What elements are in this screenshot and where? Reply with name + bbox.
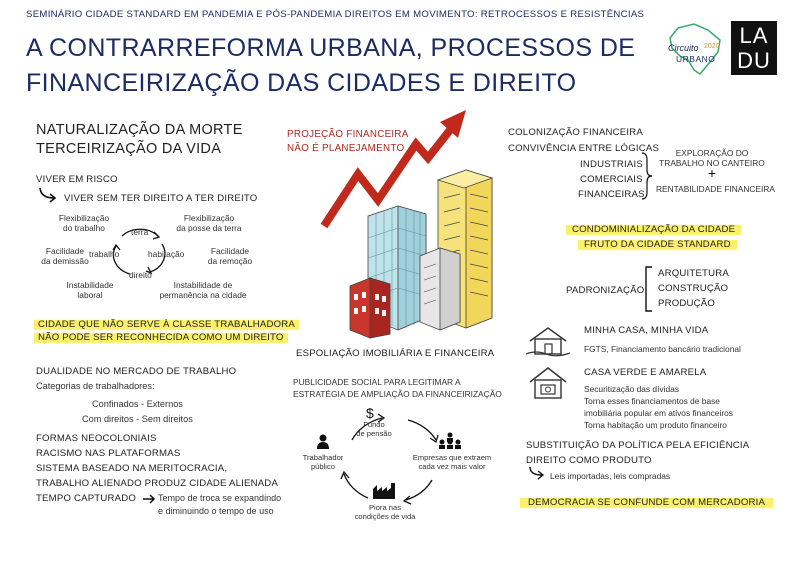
square-bracket-icon xyxy=(644,266,654,312)
producao: PRODUÇÃO xyxy=(658,298,716,309)
cycle-trabalho: trabalho xyxy=(89,249,120,259)
condominializacao-1: CONDOMINIALIZAÇÃO DA CIDADE xyxy=(566,223,741,236)
company-people-icon xyxy=(438,432,462,450)
publicidade-1: PUBLICIDADE SOCIAL PARA LEGITIMAR A xyxy=(293,377,461,387)
fac-remocao-line-1: Facilidade xyxy=(210,246,250,256)
viver-sem-direito: VIVER SEM TER DIREITO A TER DIREITO xyxy=(64,193,258,204)
cycle-direito: direito xyxy=(129,270,152,280)
highlight-cidade-1: CIDADE QUE NÃO SERVE À CLASSE TRABALHADORA xyxy=(34,318,299,331)
trabalhador-publico xyxy=(296,453,350,471)
construcao: CONSTRUÇÃO xyxy=(658,283,729,294)
cva-line-3: imobiliária popular em ativos financeiros xyxy=(584,408,733,418)
flex-trabalho xyxy=(44,213,124,233)
main-title-line-2: FINANCEIRIZAÇÃO DAS CIDADES E DIREITO xyxy=(26,69,577,97)
substituicao: SUBSTITUIÇÃO DA POLÍTICA PELA EFICIÊNCIA xyxy=(526,440,750,451)
padronizacao: PADRONIZAÇÃO xyxy=(566,285,645,296)
tempo-troca-2: e diminuindo o tempo de uso xyxy=(158,506,274,516)
publicidade-2: ESTRATÉGIA DE AMPLIAÇÃO DA FINANCEIRIZAÇÃO xyxy=(293,389,502,399)
tempo-capturado: TEMPO CAPTURADO xyxy=(36,493,137,504)
categorias: Categorias de trabalhadores: xyxy=(36,381,155,391)
worker-icon xyxy=(316,434,330,450)
leis: Leis importadas, leis compradas xyxy=(550,471,671,481)
highlight-cidade-2: NÃO PODE SER RECONHECIDA COMO UM DIREITO xyxy=(34,331,288,344)
seminar-title: SEMINÁRIO CIDADE STANDARD EM PANDEMIA E PÓS-PANDEMIA DIREITOS EM MOVIMENTO: RETROCESSOS E RESISTÊNCIAS xyxy=(26,9,645,20)
arrow-right-icon-3 xyxy=(528,466,548,480)
left-heading-1: NATURALIZAÇÃO DA MORTE xyxy=(36,122,243,138)
empresas-line-1: Empresas que extraem xyxy=(412,453,492,462)
cva-line-4: Torna habitação um produto financeiro xyxy=(584,420,727,430)
espoliacao: ESPOLIAÇÃO IMOBILIÁRIA E FINANCEIRA xyxy=(296,348,495,359)
flex-posse xyxy=(164,213,254,233)
condominializacao-2: FRUTO DA CIDADE STANDARD xyxy=(578,238,737,251)
piora-line-1: Piora nas xyxy=(368,503,402,512)
logo-year-text: 2020 xyxy=(704,43,720,50)
arquitetura: ARQUITETURA xyxy=(658,268,729,279)
empresas xyxy=(412,453,492,471)
projecao-line-1: PROJEÇÃO FINANCEIRA xyxy=(287,129,409,140)
cva-line-1: Securitização das dívidas xyxy=(584,384,679,394)
circuito-urbano-logo xyxy=(664,22,726,78)
comerciais: COMERCIAIS xyxy=(580,174,643,185)
direito-produto: DIREITO COMO PRODUTO xyxy=(526,455,652,466)
viver-em-risco: VIVER EM RISCO xyxy=(36,174,118,185)
fac-demissao-line-2: da demissão xyxy=(41,256,89,266)
financeiras: FINANCEIRAS xyxy=(578,189,645,200)
exploracao-line-1: EXPLORAÇÃO DO xyxy=(675,148,749,158)
industriais: INDUSTRIAIS xyxy=(580,159,643,170)
exploracao-line-2: TRABALHO NO CANTEIRO xyxy=(659,158,765,168)
ladu-logo-top: LA xyxy=(739,23,769,48)
buildings-illustration xyxy=(320,108,500,338)
colonizacao: COLONIZAÇÃO FINANCEIRA xyxy=(508,127,643,138)
fgts: FGTS, Financiamento bancário tradicional xyxy=(584,344,741,354)
logo-circuito-text: Circuito xyxy=(668,43,699,53)
ladu-logo-bottom: DU xyxy=(737,48,771,73)
fundo-line-1: Fundo xyxy=(363,420,385,429)
inst-permanencia xyxy=(150,280,256,300)
democracia: DEMOCRACIA SE CONFUNDE COM MERCADORIA xyxy=(520,496,773,509)
house-money-icon xyxy=(528,366,568,400)
inst-perm-line-1: Instabilidade de xyxy=(173,280,233,290)
inst-perm-line-2: permanência na cidade xyxy=(159,290,247,300)
arrow-right-icon xyxy=(38,187,60,203)
fundo-pensao xyxy=(352,420,396,438)
flex-posse-line-1: Flexibilização xyxy=(183,213,235,223)
flex-trabalho-line-1: Flexibilização xyxy=(58,213,110,223)
com-direitos: Com direitos - Sem direitos xyxy=(82,414,193,424)
inst-laboral-line-2: laboral xyxy=(77,290,103,300)
dollar-icon: $ xyxy=(366,405,374,421)
factory-icon xyxy=(372,482,398,500)
left-heading-2: TERCEIRIZAÇÃO DA VIDA xyxy=(36,141,222,157)
curly-brace-icon xyxy=(640,152,654,200)
projecao-line-2: NÃO É PLANEJAMENTO xyxy=(287,143,405,154)
trabalhador-line-1: Trabalhador xyxy=(302,453,344,462)
flex-trabalho-line-2: do trabalho xyxy=(63,223,105,233)
fac-remocao xyxy=(193,246,267,266)
sistema: SISTEMA BASEADO NA MERITOCRACIA, xyxy=(36,463,228,474)
dualidade: DUALIDADE NO MERCADO DE TRABALHO xyxy=(36,366,237,377)
inst-laboral-line-1: Instabilidade xyxy=(66,280,114,290)
fac-demissao-line-1: Facilidade xyxy=(45,246,85,256)
empresas-line-2: cada vez mais valor xyxy=(418,462,486,471)
confinados: Confinados - Externos xyxy=(92,399,183,409)
arrow-right-icon-2 xyxy=(142,494,156,504)
inst-laboral xyxy=(52,280,128,300)
mcmv: MINHA CASA, MINHA VIDA xyxy=(584,325,709,336)
fundo-line-2: de pensão xyxy=(356,429,392,438)
cva-line-2: Torna esses financiamentos de base xyxy=(584,396,720,406)
fac-demissao xyxy=(34,246,96,266)
formas-neocoloniais: FORMAS NEOCOLONIAIS xyxy=(36,433,157,444)
piora xyxy=(352,503,418,521)
main-title-line-1: A CONTRARREFORMA URBANA, PROCESSOS DE xyxy=(26,34,636,62)
racismo: RACISMO NAS PLATAFORMAS xyxy=(36,448,181,459)
logo-urbano-text: URBANO xyxy=(676,54,716,64)
fac-remocao-line-2: da remoção xyxy=(207,256,253,266)
rentabilidade: RENTABILIDADE FINANCEIRA xyxy=(656,184,775,194)
trabalhador-line-2: público xyxy=(310,462,336,471)
convivencia: CONVIVÊNCIA ENTRE LÓGICAS xyxy=(508,143,660,154)
cycle-terra: terra xyxy=(131,227,149,237)
cycle-habitacao: habitação xyxy=(148,249,185,259)
trabalho-alienado: TRABALHO ALIENADO PRODUZ CIDADE ALIENADA xyxy=(36,478,279,489)
piora-line-2: condições de vida xyxy=(354,512,416,521)
house-icon xyxy=(526,326,570,356)
plus-sign: + xyxy=(707,165,717,181)
ladu-logo xyxy=(731,21,777,75)
flex-posse-line-2: da posse da terra xyxy=(176,223,242,233)
cva: CASA VERDE E AMARELA xyxy=(584,367,707,378)
tempo-troca-1: Tempo de troca se expandindo xyxy=(158,493,282,503)
